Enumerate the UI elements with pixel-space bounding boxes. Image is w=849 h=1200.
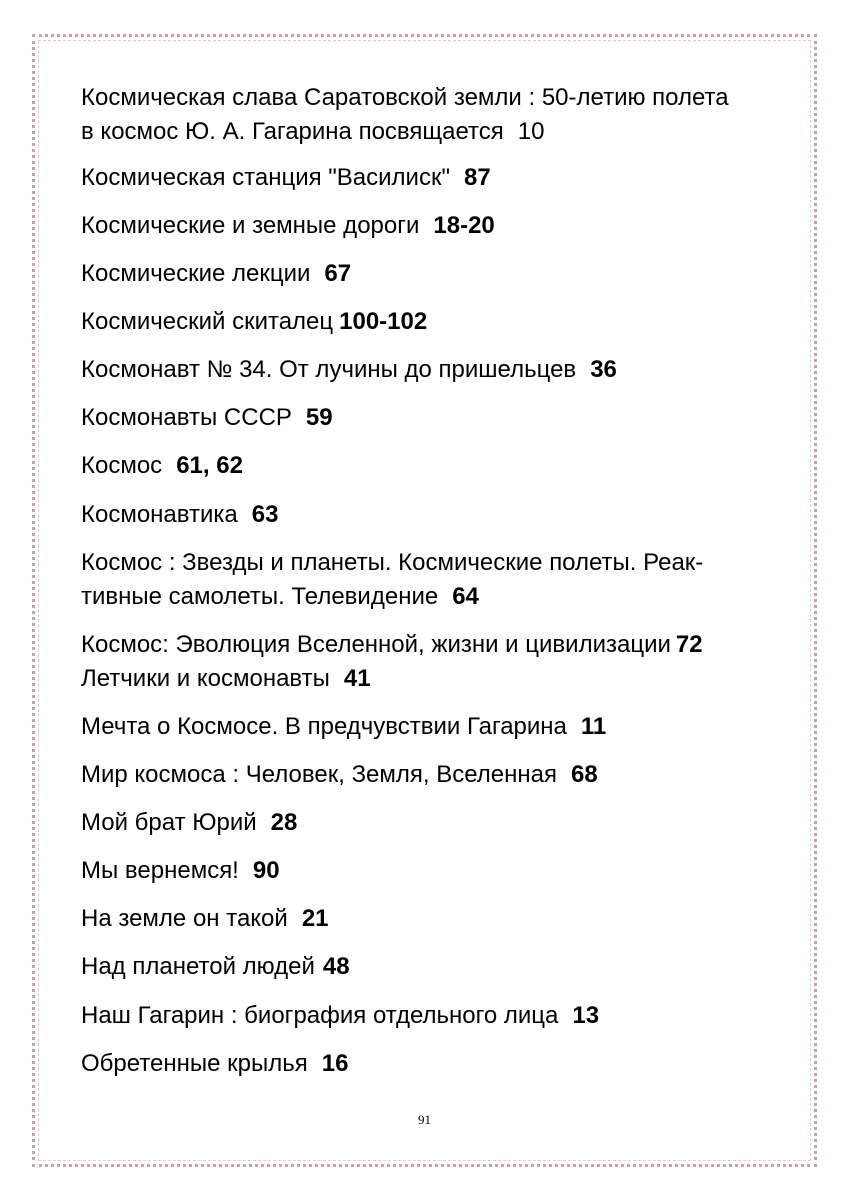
entry-title: Космическая станция "Василиск"	[81, 164, 450, 191]
index-entry	[81, 401, 791, 435]
entry-pages: 90	[252, 857, 280, 884]
entry-title: Космонавт № 34. От лучины до пришельцев	[81, 356, 577, 383]
entry-title-line-2: тивные самолеты. Телевидение	[81, 583, 439, 610]
entry-title: Обретенные крылья	[81, 1050, 308, 1077]
entry-pages: 16	[321, 1050, 349, 1077]
index-entry	[81, 999, 791, 1033]
entry-title-line-1: Космическая слава Саратовской земли : 50-летию полета	[81, 84, 729, 111]
entry-pages: 100-102	[339, 308, 428, 335]
index-entry	[81, 305, 791, 339]
entry-pages: 68	[571, 761, 598, 788]
entry-pages: 87	[463, 164, 491, 191]
page-number: 91	[418, 1112, 431, 1127]
entry-title: Космонавтика	[81, 501, 238, 528]
index-entry	[81, 710, 791, 744]
index-entry	[81, 902, 791, 936]
entry-pages: 63	[251, 501, 279, 528]
entry-title: Космические и земные дороги	[81, 212, 420, 239]
index-entry	[81, 662, 791, 696]
index-entry	[81, 498, 791, 532]
index-entry	[81, 209, 791, 243]
index-entry	[81, 81, 791, 149]
entry-title: Летчики и космонавты	[81, 665, 330, 692]
index-entry	[81, 854, 791, 888]
entry-title: Космический скиталец	[81, 308, 334, 335]
entry-title: Мир космоса : Человек, Земля, Вселенная	[81, 761, 558, 788]
entry-title-line-1: Космос : Звезды и планеты. Космические полеты. Реак-	[81, 549, 704, 576]
index-entry	[81, 449, 791, 483]
index-entry	[81, 628, 791, 662]
index-entry	[81, 758, 791, 792]
entry-pages: 28	[270, 809, 298, 836]
index-entry	[81, 353, 791, 387]
entry-pages: 21	[301, 905, 329, 932]
index-entry	[81, 1047, 791, 1081]
entry-title: Космонавты СССР	[81, 404, 292, 431]
index-entry	[81, 257, 791, 291]
entry-pages: 61, 62	[176, 452, 243, 479]
entry-title: Мечта о Космосе. В предчувствии Гагарина	[81, 713, 567, 740]
entry-pages: 41	[343, 665, 371, 692]
entry-title: Над планетой людей	[81, 953, 315, 980]
entry-pages: 18-20	[433, 212, 495, 239]
entry-title: Мы вернемся!	[81, 857, 239, 884]
entry-title-line-2: в космос Ю. А. Гагарина посвящается	[81, 118, 504, 145]
entry-pages: 13	[572, 1002, 600, 1029]
entry-pages: 64	[452, 583, 479, 610]
entry-title: Космические лекции	[81, 260, 311, 287]
entry-pages: 59	[305, 404, 333, 431]
index-entry	[81, 950, 791, 984]
entry-title: На земле он такой	[81, 905, 288, 932]
entry-pages: 36	[590, 356, 617, 383]
index-entry	[81, 806, 791, 840]
entry-title: Космос: Эволюция Вселенной, жизни и цивилизации	[81, 631, 671, 658]
entry-title: Мой брат Юрий	[81, 809, 257, 836]
entry-title: Космос	[81, 452, 163, 479]
entry-pages: 48	[322, 953, 350, 980]
entry-pages: 72	[675, 631, 703, 658]
entry-pages: 11	[580, 713, 607, 740]
entry-pages: 67	[324, 260, 352, 287]
entry-pages: 10	[517, 118, 545, 145]
entry-title: Наш Гагарин : биография отдельного лица	[81, 1002, 559, 1029]
index-entry	[81, 546, 791, 614]
index-entry	[81, 161, 791, 195]
